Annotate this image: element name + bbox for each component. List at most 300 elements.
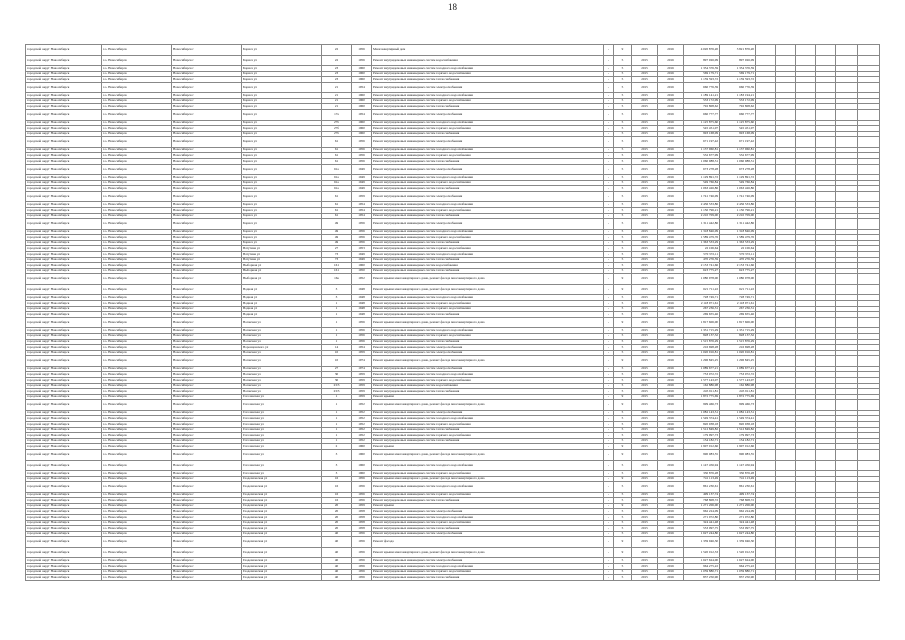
table-cell: Волжская ул: [242, 350, 322, 356]
table-cell: 1956: [352, 569, 372, 575]
table-cell: -: [604, 202, 614, 208]
table-cell-empty: [858, 164, 880, 175]
table-cell: г.о. Новосибирск: [102, 268, 172, 274]
table-cell: 61: [322, 213, 352, 219]
table-cell: 2015: [632, 416, 658, 422]
table-cell: городской округ Новосибирск: [26, 531, 102, 537]
table-cell: 673 278,28: [684, 164, 720, 175]
table-cell: Водная ул: [242, 301, 322, 307]
table-cell: Новосибирск г: [172, 471, 242, 477]
table-cell: 9: [614, 537, 632, 548]
table-cell: 179 997,73: [720, 433, 756, 439]
table-cell: -: [604, 110, 614, 121]
table-cell: Новосибирск г: [172, 175, 242, 181]
table-cell: 2015: [632, 410, 658, 416]
table-cell: 533 172,09: [720, 98, 756, 104]
table-cell: 5: [614, 345, 632, 351]
table-cell-empty: [796, 482, 816, 493]
table-cell: г.о. Новосибирск: [102, 356, 172, 367]
table-cell: 5: [614, 268, 632, 274]
table-cell: 73: [322, 252, 352, 258]
table-cell: г.о. Новосибирск: [102, 372, 172, 378]
table-cell: 897 026,09: [684, 55, 720, 66]
table-cell: 1960: [352, 471, 372, 477]
table-cell: Гоголевская ул: [242, 394, 322, 400]
table-cell-empty: [756, 191, 776, 202]
table-cell: Ремонт внутридомовых инженерных систем теплоснабжения: [372, 213, 604, 219]
table-cell: Новосибирск г: [172, 492, 242, 498]
table-cell: г.о. Новосибирск: [102, 159, 172, 165]
table-cell: 1 520 012,33: [720, 547, 756, 558]
table-cell: городской округ Новосибирск: [26, 235, 102, 241]
table-cell: 16: [322, 498, 352, 504]
table-cell: Ремонт внутридомовых инженерных систем горячего водоснабжения: [372, 422, 604, 428]
table-cell: 2016: [658, 422, 684, 428]
table-cell: 1949: [352, 175, 372, 181]
table-cell: городской округ Новосибирск: [26, 263, 102, 269]
table-cell: 5: [614, 229, 632, 235]
table-cell: Ремонт внутридомовых инженерных систем теплоснабжения: [372, 77, 604, 83]
table-cell: 2015: [632, 180, 658, 186]
table-cell: г.о. Новосибирск: [102, 394, 172, 400]
table-cell: 549 766,84: [684, 180, 720, 186]
table-cell: 2016: [658, 301, 684, 307]
table-cell: 5: [614, 569, 632, 575]
table-cell: 5: [614, 482, 632, 493]
table-cell: г.о. Новосибирск: [102, 558, 172, 564]
table-cell: 17а: [322, 110, 352, 121]
table-cell: 1 063 426,86: [684, 186, 720, 192]
table-cell: городской округ Новосибирск: [26, 433, 102, 439]
table-cell: 2016: [658, 252, 684, 258]
table-cell: 2016: [658, 372, 684, 378]
table-cell: Ремонт внутридомовых инженерных систем горячего водоснабжения: [372, 208, 604, 214]
table-cell: 1 089 677,21: [684, 366, 720, 372]
table-cell: 1956: [352, 339, 372, 345]
table-cell: 2015: [632, 66, 658, 72]
table-row: [26, 317, 880, 328]
table-cell: -: [604, 377, 614, 383]
table-cell: 2015: [632, 202, 658, 208]
table-cell: 61: [322, 159, 352, 165]
table-cell-empty: [816, 137, 836, 148]
table-cell: 3 821 876,20: [720, 45, 756, 56]
table-cell: 2016: [658, 558, 684, 564]
table-cell: городской округ Новосибирск: [26, 246, 102, 252]
table-cell: Новосибирск г: [172, 350, 242, 356]
table-cell-empty: [836, 137, 858, 148]
table-cell: 324 441,48: [720, 520, 756, 526]
table-cell: -: [604, 537, 614, 548]
table-cell: городской округ Новосибирск: [26, 252, 102, 258]
table-cell: Ремонт внутридомовых инженерных систем электроснабжения: [372, 410, 604, 416]
table-cell: -: [604, 77, 614, 83]
table-cell: 5: [614, 350, 632, 356]
table-cell: 1 150 796,21: [720, 208, 756, 214]
table-cell: 2015: [632, 137, 658, 148]
table-cell: Волжская ул: [242, 372, 322, 378]
table-cell: 2015: [632, 240, 658, 246]
table-cell: -: [604, 366, 614, 372]
table-cell: 673 278,28: [720, 164, 756, 175]
table-cell: Ремонт внутридомовых инженерных систем холодного водоснабжения: [372, 328, 604, 334]
table-cell: Новосибирск г: [172, 526, 242, 532]
table-cell: -: [604, 509, 614, 515]
table-cell: 1 520 012,33: [684, 547, 720, 558]
table-cell: 1 159 593,72: [720, 77, 756, 83]
table-cell: 271 072,80: [720, 515, 756, 521]
table-cell: городской округ Новосибирск: [26, 422, 102, 428]
table-cell: Новосибирск г: [172, 531, 242, 537]
table-cell: городской округ Новосибирск: [26, 498, 102, 504]
table-cell: 5: [614, 202, 632, 208]
table-cell: 23: [322, 77, 352, 83]
table-cell: -: [604, 350, 614, 356]
table-cell: Ремонт внутридомовых инженерных систем электроснабжения: [372, 509, 604, 515]
table-cell: 2015: [632, 444, 658, 450]
table-cell: Бориса ул: [242, 98, 322, 104]
table-cell-empty: [756, 400, 776, 411]
table-cell: Новосибирск г: [172, 126, 242, 132]
table-cell: 2016: [658, 240, 684, 246]
table-cell-empty: [756, 482, 776, 493]
table-cell: Новосибирск г: [172, 306, 242, 312]
table-cell: 1959: [352, 383, 372, 389]
table-row: [26, 274, 880, 285]
table-cell: Новосибирск г: [172, 383, 242, 389]
table-cell: г.о. Новосибирск: [102, 438, 172, 444]
table-cell: 1959: [352, 191, 372, 202]
table-cell: Воронцовского ул: [242, 345, 322, 351]
table-cell: 2016: [658, 45, 684, 56]
table-cell: 1 872 775,69: [684, 394, 720, 400]
table-cell: 2015: [632, 345, 658, 351]
table-cell-empty: [858, 274, 880, 285]
table-cell: 30: [322, 377, 352, 383]
table-cell: 22: [322, 55, 352, 66]
table-cell: Новосибирск г: [172, 274, 242, 285]
table-cell-empty: [816, 219, 836, 230]
table-cell: 499 137,74: [684, 492, 720, 498]
table-cell: -: [604, 427, 614, 433]
table-cell: 1954: [352, 345, 372, 351]
table-cell: Ремонт внутридомовых инженерных систем теплоснабжения: [372, 268, 604, 274]
table-cell: 1960: [352, 263, 372, 269]
table-cell: 3: [322, 284, 352, 295]
table-cell-empty: [816, 547, 836, 558]
table-cell: 2016: [658, 147, 684, 153]
table-cell: 1958: [352, 509, 372, 515]
table-row: [26, 284, 880, 295]
table-cell: 570 372,11: [720, 252, 756, 258]
table-cell: 40: [322, 531, 352, 537]
table-cell: Ремонт внутридомовых инженерных систем холодного водоснабжения: [372, 295, 604, 301]
table-cell: -: [604, 492, 614, 498]
table-cell: 1 080 978,00: [684, 274, 720, 285]
table-cell: 2015: [632, 575, 658, 581]
table-cell: городской округ Новосибирск: [26, 175, 102, 181]
table-cell: 2015: [632, 569, 658, 575]
table-cell: 2015: [632, 82, 658, 93]
table-cell: Новосибирск г: [172, 263, 242, 269]
table-cell: 5: [614, 164, 632, 175]
table-cell: 999 466,73: [720, 400, 756, 411]
table-cell: 1949: [352, 186, 372, 192]
table-cell: Геодезическая ул: [242, 547, 322, 558]
table-cell: 623 775,27: [684, 268, 720, 274]
table-cell: 2015: [632, 476, 658, 482]
table-cell: 1 627 244,80: [684, 531, 720, 537]
table-cell-empty: [776, 450, 796, 461]
table-cell: Ремонт внутридомовых инженерных систем теплоснабжения: [372, 186, 604, 192]
table-cell: 621 711,22: [684, 284, 720, 295]
table-cell: 2016: [658, 531, 684, 537]
table-cell: Новосибирск г: [172, 433, 242, 439]
table-cell: 623 775,27: [720, 268, 756, 274]
table-cell: Ремонт внутридомовых инженерных систем водоснабжения: [372, 55, 604, 66]
table-cell: 1 159 593,72: [684, 77, 720, 83]
table-cell: Геодезическая ул: [242, 520, 322, 526]
table-cell: -: [604, 104, 614, 110]
table-cell: г.о. Новосибирск: [102, 471, 172, 477]
table-cell: 2016: [658, 175, 684, 181]
table-cell-empty: [796, 400, 816, 411]
table-cell: Новосибирск г: [172, 339, 242, 345]
table-cell: 1956: [352, 482, 372, 493]
table-cell: 3: [322, 460, 352, 471]
table-cell: Ремонт внутридомовых инженерных систем электроснабжения: [372, 345, 604, 351]
table-cell: 2016: [658, 268, 684, 274]
table-cell: Ремонт внутридомовых инженерных систем теплоснабжения: [372, 104, 604, 110]
table-cell: 2015: [632, 164, 658, 175]
table-cell: г.о. Новосибирск: [102, 476, 172, 482]
table-cell: городской округ Новосибирск: [26, 153, 102, 159]
table-cell: г.о. Новосибирск: [102, 509, 172, 515]
table-cell: Новосибирск г: [172, 372, 242, 378]
table-cell: 2015: [632, 377, 658, 383]
table-cell: 2015: [632, 492, 658, 498]
table-cell: 1954: [352, 213, 372, 219]
table-cell: 2015: [632, 498, 658, 504]
table-cell: г.о. Новосибирск: [102, 240, 172, 246]
table-cell: Ремонт внутридомовых инженерных систем горячего водоснабжения: [372, 126, 604, 132]
table-cell: 1954: [352, 208, 372, 214]
table-cell: Геодезическая ул: [242, 509, 322, 515]
table-cell: 993 168,09: [684, 131, 720, 137]
table-cell-empty: [816, 400, 836, 411]
table-cell: Новосибирск г: [172, 153, 242, 159]
table-cell: 5: [614, 126, 632, 132]
table-cell: Ремонт внутридомовых инженерных систем теплоснабжения: [372, 427, 604, 433]
table-cell: 2016: [658, 263, 684, 269]
table-cell: городской округ Новосибирск: [26, 427, 102, 433]
table-cell: Бориса ул: [242, 213, 322, 219]
table-cell-empty: [776, 482, 796, 493]
table-cell: 1954: [352, 202, 372, 208]
table-cell: Геодезическая ул: [242, 564, 322, 570]
table-cell: 1956: [352, 137, 372, 148]
table-cell: г.о. Новосибирск: [102, 383, 172, 389]
table-cell: 61: [322, 202, 352, 208]
table-cell: Геодезическая ул: [242, 575, 322, 581]
table-cell: 2016: [658, 498, 684, 504]
table-cell: 2015: [632, 229, 658, 235]
table-cell: 9: [614, 356, 632, 367]
table-cell: 1 627 244,80: [720, 531, 756, 537]
table-cell: Новосибирск г: [172, 257, 242, 263]
table-cell: Новосибирск г: [172, 98, 242, 104]
table-cell-empty: [816, 450, 836, 461]
table-cell: 470 276,59: [720, 257, 756, 263]
table-cell: 21: [322, 82, 352, 93]
table-cell-empty: [858, 537, 880, 548]
table-cell-empty: [836, 356, 858, 367]
table-cell: городской округ Новосибирск: [26, 569, 102, 575]
table-cell: г.о. Новосибирск: [102, 55, 172, 66]
table-cell: 2 153 741,66: [684, 263, 720, 269]
table-cell: г.о. Новосибирск: [102, 410, 172, 416]
table-cell: Новосибирск г: [172, 450, 242, 461]
table-cell: 2015: [632, 93, 658, 99]
table-cell: 5: [614, 175, 632, 181]
table-cell: 1956: [352, 564, 372, 570]
table-cell-empty: [816, 110, 836, 121]
table-cell: Выборная ул: [242, 274, 322, 285]
table-cell: 2015: [632, 547, 658, 558]
table-cell: г.о. Новосибирск: [102, 389, 172, 395]
table-row: [26, 356, 880, 367]
table-cell: 1952: [352, 416, 372, 422]
table-cell: 1 817 606,00: [684, 317, 720, 328]
table-cell: 2015: [632, 460, 658, 471]
table-cell-empty: [756, 274, 776, 285]
table-cell: 2: [322, 444, 352, 450]
table-cell: -: [604, 416, 614, 422]
table-cell: Гоголевская ул: [242, 444, 322, 450]
table-cell-empty: [796, 450, 816, 461]
table-cell: 2015: [632, 509, 658, 515]
table-cell: г.о. Новосибирск: [102, 366, 172, 372]
table-cell: Геодезическая ул: [242, 476, 322, 482]
table-cell: Новосибирск г: [172, 71, 242, 77]
table-cell: 2015: [632, 159, 658, 165]
table-cell: -: [604, 246, 614, 252]
table-cell: -: [604, 257, 614, 263]
table-cell: г.о. Новосибирск: [102, 98, 172, 104]
table-cell: городской округ Новосибирск: [26, 444, 102, 450]
table-cell: Новосибирск г: [172, 460, 242, 471]
table-cell: Новосибирск г: [172, 208, 242, 214]
table-cell: городской округ Новосибирск: [26, 450, 102, 461]
table-cell-empty: [858, 450, 880, 461]
table-cell: 5: [614, 301, 632, 307]
table-cell: 569 179,71: [720, 71, 756, 77]
table-cell: Гоголевская ул: [242, 400, 322, 411]
table-cell: 61а: [322, 164, 352, 175]
table-row: [26, 450, 880, 461]
table-cell: 5: [614, 433, 632, 439]
table-cell: городской округ Новосибирск: [26, 66, 102, 72]
table-cell: -: [604, 45, 614, 56]
table-cell: 1: [322, 317, 352, 328]
table-cell: 1 589 479,76: [720, 235, 756, 241]
table-cell: 245 911,81: [720, 389, 756, 395]
table-cell: 49: [322, 240, 352, 246]
table-cell: 2016: [658, 126, 684, 132]
table-cell: Выборная ул: [242, 263, 322, 269]
table-cell: 1: [322, 416, 352, 422]
table-cell: 2 118 971,61: [720, 301, 756, 307]
table-cell: городской округ Новосибирск: [26, 383, 102, 389]
table-cell-empty: [756, 547, 776, 558]
table-cell: 1960: [352, 460, 372, 471]
table-cell: 5: [614, 312, 632, 318]
table-cell: 73: [322, 257, 352, 263]
table-cell: 1958: [352, 515, 372, 521]
table-cell: 154 182,71: [720, 438, 756, 444]
table-cell: 1 512 849,82: [684, 427, 720, 433]
table-cell: 1 271 206,00: [684, 503, 720, 509]
table-cell: 5: [614, 93, 632, 99]
table-cell: 2 436 533,86: [720, 202, 756, 208]
table-cell: 20: [322, 515, 352, 521]
table-cell: городской округ Новосибирск: [26, 339, 102, 345]
table-cell: Ремонт крыши многоквартирного дома, ремонт фасада многоквартирного дома: [372, 476, 604, 482]
table-cell: г.о. Новосибирск: [102, 104, 172, 110]
table-cell: городской округ Новосибирск: [26, 137, 102, 148]
table-cell-empty: [796, 55, 816, 66]
table-cell: 5: [614, 120, 632, 126]
table-cell: 1 577 143,07: [720, 377, 756, 383]
table-cell: 2015: [632, 110, 658, 121]
table-cell: Ремонт крыши многоквартирного дома, ремонт фасада многоквартирного дома: [372, 274, 604, 285]
table-cell: 2015: [632, 153, 658, 159]
table-cell: 20: [322, 509, 352, 515]
table-cell: 23: [322, 66, 352, 72]
table-cell: Бориса ул: [242, 126, 322, 132]
table-cell: Новосибирск г: [172, 476, 242, 482]
table-cell-empty: [816, 191, 836, 202]
table-cell: городской округ Новосибирск: [26, 350, 102, 356]
table-cell: Бориса ул: [242, 104, 322, 110]
table-cell: городской округ Новосибирск: [26, 131, 102, 137]
table-cell-empty: [776, 191, 796, 202]
table-cell: 2016: [658, 219, 684, 230]
table-cell: -: [604, 515, 614, 521]
table-cell: 5: [614, 564, 632, 570]
table-cell: 1948: [352, 301, 372, 307]
table-cell: 2015: [632, 295, 658, 301]
table-cell: 671 197,42: [720, 137, 756, 148]
table-cell: 1959: [352, 350, 372, 356]
table-cell-empty: [796, 191, 816, 202]
table-cell: городской округ Новосибирск: [26, 372, 102, 378]
table-cell: 999 466,73: [684, 400, 720, 411]
table-row: [26, 547, 880, 558]
table-cell: Геодезическая ул: [242, 526, 322, 532]
table-cell-empty: [858, 400, 880, 411]
table-cell: 533 172,09: [684, 98, 720, 104]
table-cell: 1 318 846,09: [684, 229, 720, 235]
table-cell: 27: [322, 366, 352, 372]
table-cell: 5: [614, 520, 632, 526]
table-cell: Гоголевская ул: [242, 471, 322, 477]
table-cell: Новосибирск г: [172, 394, 242, 400]
table-cell: Новосибирск г: [172, 503, 242, 509]
table-cell: 2016: [658, 526, 684, 532]
table-cell: Геодезическая ул: [242, 531, 322, 537]
table-cell-empty: [858, 317, 880, 328]
